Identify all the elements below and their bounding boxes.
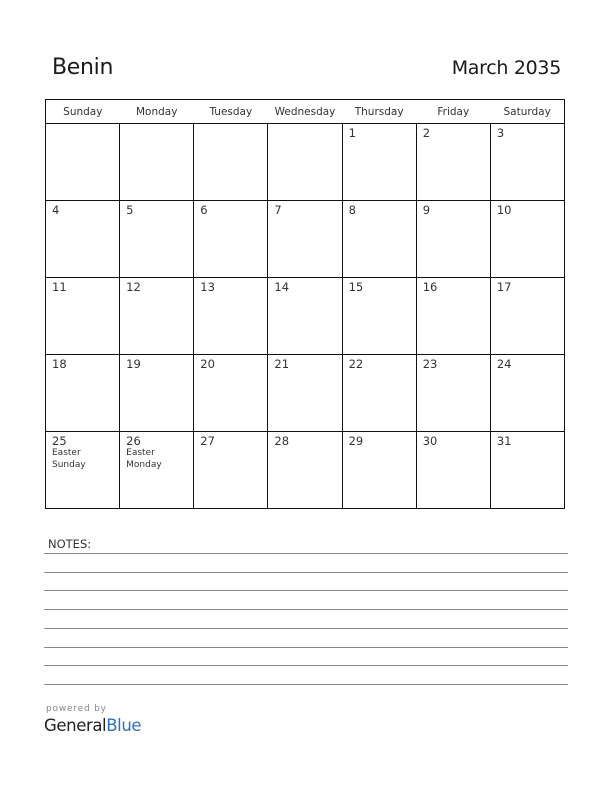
day-number: 11 — [52, 280, 67, 294]
day-cell — [342, 201, 416, 278]
day-cell — [416, 432, 490, 509]
day-number: 15 — [348, 280, 364, 294]
weekday-friday: Friday — [416, 100, 490, 124]
day-cell — [120, 201, 194, 278]
day-cell — [268, 355, 342, 432]
day-cell — [120, 432, 194, 509]
day-number: 27 — [200, 434, 215, 448]
day-number: 18 — [52, 357, 67, 371]
weekday-monday: Monday — [120, 100, 194, 124]
week-row — [46, 432, 565, 509]
day-cell — [268, 124, 342, 201]
day-number: 29 — [348, 434, 364, 448]
day-number: 12 — [126, 280, 141, 294]
day-number — [120, 124, 193, 127]
weekday-thursday: Thursday — [342, 100, 416, 124]
day-cell — [120, 355, 194, 432]
note-line — [44, 590, 568, 591]
brand-blue: Blue — [106, 716, 142, 735]
week-row — [46, 124, 565, 201]
weekday-sunday: Sunday — [46, 100, 120, 124]
day-cell — [120, 278, 194, 355]
day-cell — [342, 432, 416, 509]
day-cell — [342, 124, 416, 201]
day-cell — [194, 278, 268, 355]
calendar-grid — [45, 99, 565, 509]
day-cell — [342, 355, 416, 432]
day-cell — [490, 124, 564, 201]
day-cell — [194, 201, 268, 278]
day-number: 5 — [126, 203, 134, 217]
day-cell — [416, 278, 490, 355]
day-number: 13 — [200, 280, 215, 294]
day-number: 16 — [422, 280, 438, 294]
week-row — [46, 201, 565, 278]
day-number: 9 — [422, 203, 431, 217]
day-number: 7 — [274, 203, 282, 217]
day-number: 8 — [348, 203, 356, 217]
notes-label: NOTES: — [48, 537, 92, 551]
note-line — [44, 684, 568, 685]
note-line — [44, 665, 568, 666]
day-number: 24 — [496, 357, 512, 371]
day-cell — [120, 124, 194, 201]
day-number: 26 — [126, 434, 141, 448]
day-number: 19 — [126, 357, 141, 371]
holiday-label: Sunday — [52, 459, 86, 470]
holiday-label: Easter — [52, 448, 81, 458]
day-number — [268, 124, 341, 127]
day-number: 3 — [496, 126, 505, 140]
day-cell — [46, 124, 120, 201]
day-number: 23 — [422, 357, 438, 371]
weekday-saturday: Saturday — [490, 100, 564, 124]
day-number: 1 — [348, 126, 356, 140]
day-cell — [268, 278, 342, 355]
day-cell — [46, 278, 120, 355]
brand-general: General — [44, 716, 107, 735]
day-cell — [194, 124, 268, 201]
note-line — [44, 647, 568, 648]
note-line — [44, 609, 568, 610]
day-cell — [416, 124, 490, 201]
day-cell — [194, 432, 268, 509]
week-row — [46, 355, 565, 432]
note-line — [44, 553, 568, 554]
holiday-label: Monday — [126, 459, 162, 470]
day-cell — [46, 355, 120, 432]
day-number: 4 — [52, 203, 60, 217]
day-number: 17 — [496, 280, 512, 294]
day-number: 30 — [422, 434, 438, 448]
day-cell — [490, 432, 564, 509]
week-row — [46, 278, 565, 355]
month-year-title: March 2035 — [451, 57, 561, 79]
day-cell — [416, 201, 490, 278]
day-cell — [416, 355, 490, 432]
day-cell — [268, 432, 342, 509]
day-number: 2 — [422, 126, 431, 140]
day-number: 21 — [274, 357, 290, 371]
country-title: Benin — [52, 55, 114, 80]
weekday-header-row — [46, 100, 565, 124]
day-number: 22 — [348, 357, 364, 371]
powered-by-text: powered by — [46, 704, 107, 714]
note-line — [44, 628, 568, 629]
weekday-tuesday: Tuesday — [194, 100, 268, 124]
day-number: 14 — [274, 280, 290, 294]
day-number: 31 — [496, 434, 512, 448]
day-cell — [46, 201, 120, 278]
day-cell — [490, 201, 564, 278]
day-cell — [490, 355, 564, 432]
day-number: 28 — [274, 434, 290, 448]
day-cell — [342, 278, 416, 355]
day-cell — [268, 201, 342, 278]
day-number: 25 — [52, 434, 67, 448]
day-cell — [194, 355, 268, 432]
day-number: 10 — [496, 203, 512, 217]
day-cell — [46, 432, 120, 509]
note-line — [44, 572, 568, 573]
day-number — [194, 124, 267, 127]
holiday-label: Easter — [126, 448, 155, 458]
day-cell — [490, 278, 564, 355]
day-number: 20 — [200, 357, 215, 371]
generalblue-logo — [44, 716, 141, 735]
day-number — [46, 124, 119, 127]
weekday-wednesday: Wednesday — [268, 100, 342, 124]
day-number: 6 — [200, 203, 208, 217]
